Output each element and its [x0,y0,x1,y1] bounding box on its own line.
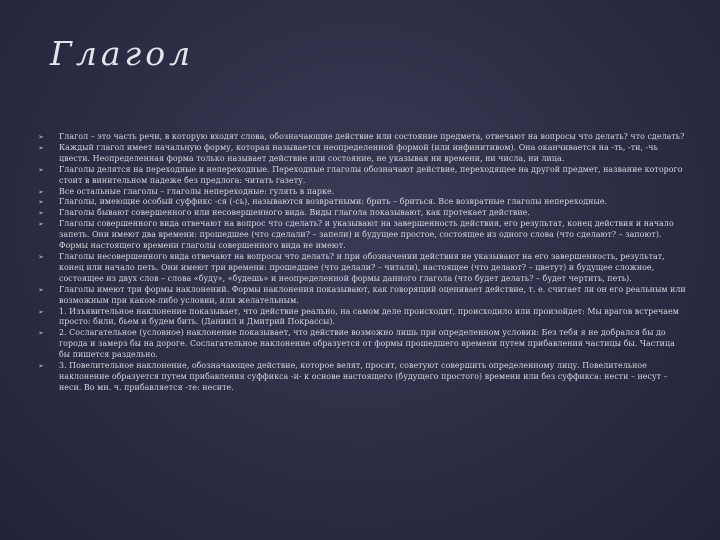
arrow-bullet-icon: ➢ [38,133,44,141]
arrow-bullet-icon: ➢ [38,165,44,174]
list-item-text: Глаголы бывают совершенного или несовершенного вида. Виды глагола показывают, как протекает действие. [59,208,530,218]
arrow-bullet-icon: ➢ [38,307,44,316]
arrow-bullet-icon: ➢ [38,362,44,371]
list-item [38,208,688,219]
arrow-bullet-icon: ➢ [38,252,44,261]
list-item-text: Глагол – это часть речи, в которую входят слова, обозначающие действие или состояние предмета, отвечают на вопросы что делать? что сделать? [59,132,685,141]
arrow-bullet-icon: ➢ [38,329,44,338]
arrow-bullet-icon: ➢ [38,143,44,152]
list-item-text: Все остальные глаголы – глаголы непереходные: гулять в парке. [59,186,335,196]
arrow-bullet-icon: ➢ [38,209,44,218]
list-item-text: 2. Сослагательное (условное) наклонение показывает, что действие возможно лишь при определенном условии: Без тебя я не добрался бы до города и замерз бы на дороге. Сослагательное наклонение образуется от формы прошедшего времени путем прибавления частицы бы. Частица бы пишется раздельно. [59,328,675,360]
list-item [38,187,688,198]
list-item [38,197,688,208]
list-item [38,252,688,285]
list-item [38,143,688,165]
slide-title: Глагол [50,34,195,73]
list-item [38,361,688,394]
arrow-bullet-icon: ➢ [38,285,44,294]
list-item-text: 3. Повелительное наклонение, обозначающее действие, которое велят, просят, советуют совершить определенному лицу. Повелительное наклонение образуется путем прибавления суффикса -и- к основе настоящего (будущего простого) времени или без суффикса: нести – несут – неси. Во мн. ч. прибавляется -те: несите. [59,361,668,392]
list-item [38,219,688,252]
list-item-text: Глаголы имеют три формы наклонений. Формы наклонения показывают, как говорящий оценивает действие, т. е. считает ли он его реальным или возможным при каком-либо условии, или желательным. [59,284,686,305]
list-item-text: Каждый глагол имеет начальную форму, которая называется неопределенной формой (или инфинитивом). Она оканчивается на -ть, -ти, -чь цвести. Неопределенная форма только называет действие или состояние, не указывая ни времени, ни числа, ни лица. [59,142,658,163]
arrow-bullet-icon: ➢ [38,220,44,229]
list-item-text: 1. Изъявительное наклонение показывает, что действие реально, на самом деле происходит, происходило или произойдет: Мы врагов встречаем просто: били, бьем и будем бить. (Даниил и Дмитрий Покрассы). [59,306,679,327]
bullet-list [38,132,688,394]
arrow-bullet-icon: ➢ [38,198,44,207]
list-item-text: Глаголы совершенного вида отвечают на вопрос что сделать? и указывают на завершенность действия, его результат, конец действия и начало запеть. Они имеют два времени: прошедшее (что сделали? – запели) и будущее простое, состоящее из одного слова (что сделают? – запоют). Формы настоящего времени глаголы совершенного вида не имеют. [59,219,674,251]
list-item [38,285,688,307]
list-item [38,328,688,361]
arrow-bullet-icon: ➢ [38,187,44,196]
list-item-text: Глаголы делятся на переходные и непереходные. Переходные глаголы обозначают действие, переходящее на другой предмет, название которого стоит в винительном падеже без предлога: читать газету. [59,164,683,185]
list-item [38,132,688,143]
list-item [38,165,688,187]
list-item [38,307,688,329]
list-item-text: Глаголы, имеющие особый суффикс -ся (-сь), называются возвратными: брить – бриться. Все возвратные глаголы непереходные. [59,197,608,207]
list-item-text: Глаголы несовершенного вида отвечают на вопросы что делать? и при обозначении действия не указывают на его завершенность, результат, конец или начало петь. Они имеют три времени: прошедшее (что делали? – читали), настоящее (что делают? – цветут) и будущее сложное, состоящее из двух слов – слова «буду», «будешь» и неопределенной формы данного глагола (что будет делать? – будет чертить, петь). [59,251,665,283]
